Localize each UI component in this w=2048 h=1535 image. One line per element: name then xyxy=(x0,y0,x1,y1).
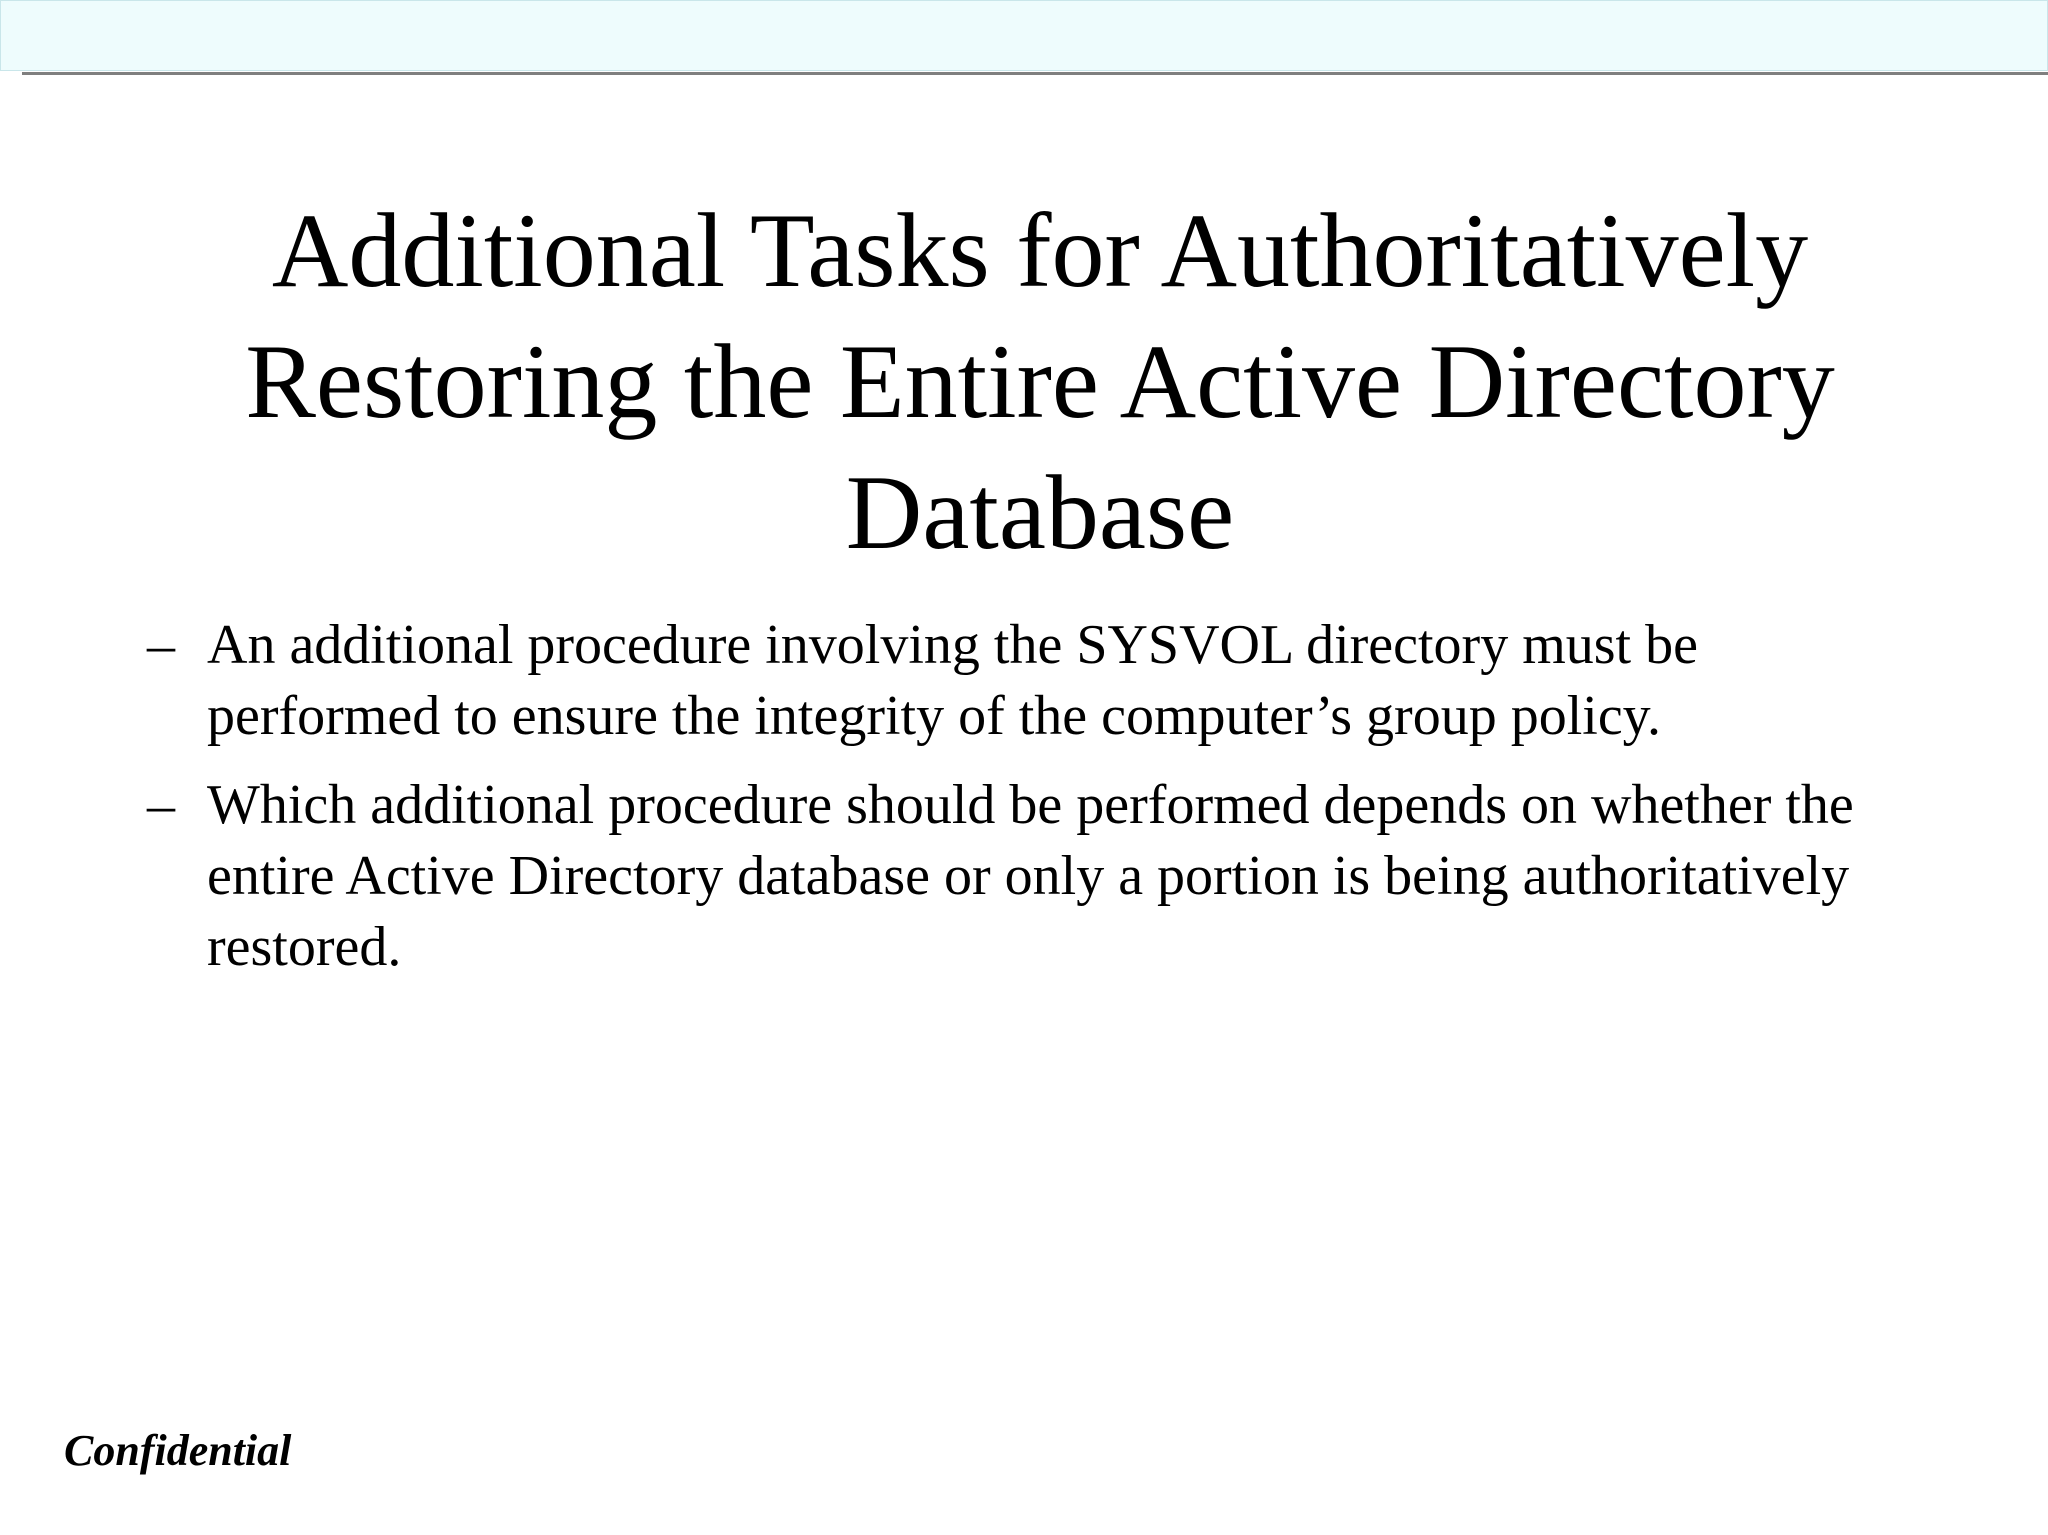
slide-title xyxy=(140,185,1940,578)
bullet-dash-marker: – xyxy=(147,774,175,836)
bullet-item xyxy=(147,610,1907,752)
header-band xyxy=(0,0,2048,71)
slide-title-line: Database xyxy=(845,454,1235,571)
slide-title-line: Restoring the Entire Active Directory xyxy=(245,323,1835,440)
header-divider xyxy=(22,72,2048,75)
bullet-dash-marker: – xyxy=(147,614,175,676)
confidential-footer: Confidential xyxy=(64,1426,292,1475)
bullet-text: Which additional procedure should be performed depends on whether the entire Active Directory database or only a portion is being authoritatively restored. xyxy=(207,774,1854,978)
slide-title-line: Additional Tasks for Authoritatively xyxy=(271,192,1809,309)
bullet-item xyxy=(147,770,1907,983)
bullet-list xyxy=(147,610,1907,1001)
bullet-text: An additional procedure involving the SYSVOL directory must be performed to ensure the integrity of the computer’s group policy. xyxy=(207,614,1698,747)
